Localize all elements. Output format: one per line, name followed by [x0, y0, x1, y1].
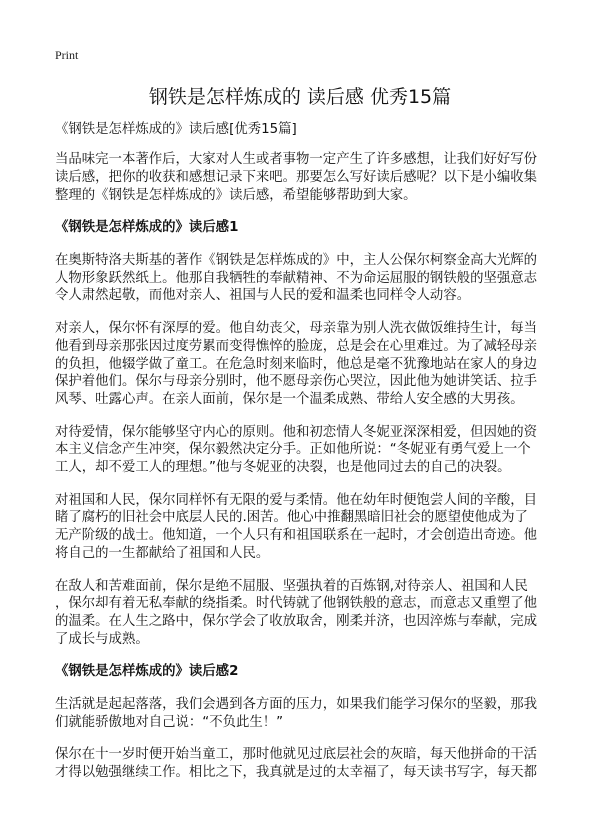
text-line: 对亲人，保尔怀有深厚的爱。他自幼丧父，母亲靠为别人洗衣做饭维持生计，每当: [55, 321, 538, 337]
text-line: 令人肃然起敬，而他对亲人、祖国与人民的爱和温柔也同样令人动容。: [55, 288, 471, 304]
section-heading-2: 《钢铁是怎样炼成的》读后感2: [55, 664, 239, 680]
text-line: 将自己的一生都献给了祖国和人民。: [55, 545, 270, 561]
section-heading-1: 《钢铁是怎样炼成的》读后感1: [55, 220, 239, 236]
paragraph: [55, 320, 555, 409]
text-line: 他看到母亲那张因过度劳累而变得憔悴的脸庞，总是会在心里难过。为了减轻母亲: [55, 338, 538, 354]
text-line: 读后感，把你的收获和感想记录下来吧。那要怎么写好读后感呢？以下是小编收集: [55, 169, 538, 185]
intro-paragraph: [55, 151, 555, 204]
text-line: 的负担，他辍学做了童工。在危急时刻来临时，他总是毫不犹豫地站在家人的身边: [55, 356, 538, 372]
text-line: 才得以勉强继续工作。相比之下，我真就是过的太幸福了，每天读书写字，每天都: [55, 765, 538, 781]
text-line: 对待爱情，保尔能够坚守内心的原则。他和初恋情人冬妮亚深深相爱，但因她的资: [55, 424, 538, 440]
text-line: 了成长与成熟。: [55, 631, 149, 647]
paragraph: [55, 252, 555, 305]
document-body: [55, 121, 555, 797]
paragraph: [55, 424, 555, 477]
text-line: 保尔在十一岁时便开始当童工，那时他就见过底层社会的灰暗，每天他拼命的干活: [55, 747, 538, 763]
paragraph: [55, 578, 555, 649]
text-line: 生活就是起起落落，我们会遇到各方面的压力，如果我们能学习保尔的坚毅，那我: [55, 697, 538, 713]
text-line: 们就能骄傲地对自己说：“不负此生！”: [55, 714, 284, 730]
text-line: 工人，却不爱工人的理想。”他与冬妮亚的决裂，也是他同过去的自己的决裂。: [55, 460, 511, 476]
text-line: 睹了腐朽的旧社会中底层人民的.困苦。他心中推翻黑暗旧社会的愿望使他成为了: [55, 510, 528, 526]
text-line: 的温柔。在人生之路中，保尔学会了收放取舍，刚柔并济，也因淬炼与奉献，完成: [55, 613, 538, 629]
print-link[interactable]: Print: [55, 48, 79, 62]
text-line: 对祖国和人民，保尔同样怀有无限的爱与柔情。他在幼年时便饱尝人间的辛酸，目: [55, 492, 538, 508]
text-line: 本主义信念产生冲突，保尔毅然决定分手。正如他所说：“冬妮亚有勇气爱上一个: [55, 442, 531, 458]
text-line: 人物形象跃然纸上。他那自我牺牲的奉献精神、不为命运屈服的钢铁般的坚强意志: [55, 270, 538, 286]
document-subtitle: 《钢铁是怎样炼成的》读后感[优秀15篇]: [55, 122, 297, 137]
page-title: 钢铁是怎样炼成的 读后感 优秀15篇: [148, 86, 452, 108]
text-line: 在奥斯特洛夫斯基的著作《钢铁是怎样炼成的》中，主人公保尔柯察金高大光辉的: [55, 253, 538, 269]
paragraph: [55, 492, 555, 563]
text-line: 无产阶级的战士。他知道，一个人只有和祖国联系在一起时，才会创造出奇迹。他: [55, 528, 538, 544]
paragraph: [55, 696, 555, 731]
text-line: ，保尔却有着无私奉献的绕指柔。时代铸就了他钢铁般的意志，而意志又重塑了他: [55, 596, 538, 612]
text-line: 整理的《钢铁是怎样炼成的》读后感，希望能够帮助到大家。: [55, 187, 417, 203]
text-line: 保护着他们。保尔与母亲分别时，他不愿母亲伤心哭泣，因此他为她讲笑话、拉手: [55, 374, 538, 390]
text-line: 当品味完一本著作后，大家对人生或者事物一定产生了许多感想，让我们好好写份: [55, 152, 538, 168]
paragraph: [55, 746, 555, 781]
text-line: 在敌人和苦难面前，保尔是绝不屈服、坚强执着的百炼钢,对待亲人、祖国和人民: [55, 578, 528, 594]
text-line: 风琴、吐露心声。在亲人面前，保尔是一个温柔成熟、带给人安全感的大男孩。: [55, 391, 524, 407]
